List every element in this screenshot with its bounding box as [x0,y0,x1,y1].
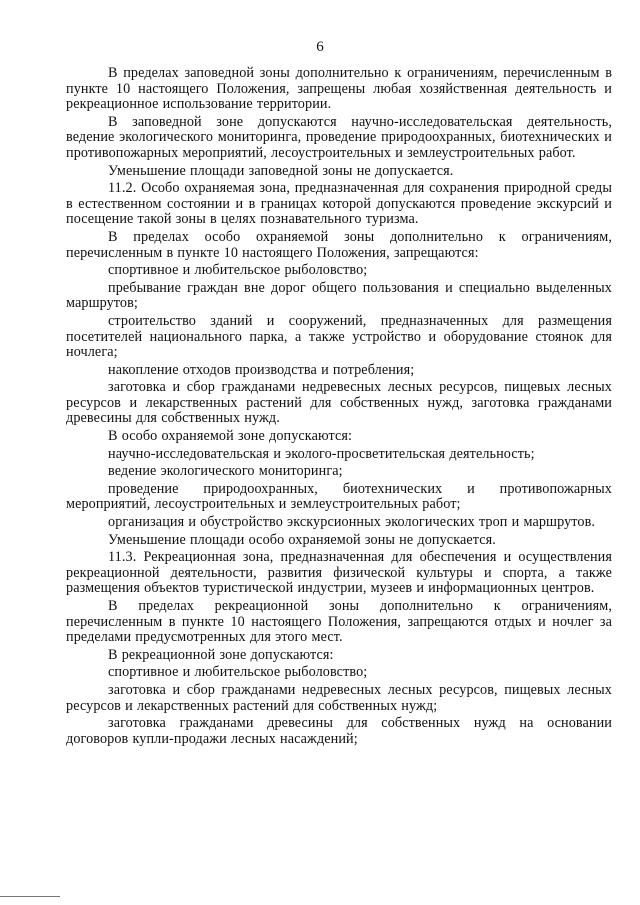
paragraph-recreation-zone-allowed: В рекреационной зоне допускаются: [108,646,334,663]
list-item-waste: накопление отходов производства и потребления; [108,361,415,378]
paragraph-reserved-zone-allowed: В заповедной зоне допускаются научно-исследовательская деятельность, ведение экологического мониторинга, проведение природоохранных, биотехнических и противопожарных мероприятий, лесоустроительных и землеустроительных работ. [66,113,612,161]
list-item-wood-harvesting: заготовка гражданами древесины для собственных нужд на основании договоров купли-продажи лесных насаждений; [66,715,612,747]
paragraph-protected-zone-allowed: В особо охраняемой зоне допускаются: [108,428,353,445]
paragraph-reserved-zone-area: Уменьшение площади заповедной зоны не допускается. [108,162,454,179]
list-item-construction: строительство зданий и сооружений, предназначенных для размещения посетителей национального парка, а также устройство и оборудование стоянок для ночлега; [66,312,612,361]
paragraph-11-2: 11.2. Особо охраняемая зона, предназначенная для сохранения природной среды в естественном состоянии и в границах которой допускаются проведение экскурсий и посещение такой зоны в целях познавательного туризма. [66,180,612,228]
list-item-harvesting: заготовка и сбор гражданами недревесных лесных ресурсов, пищевых лесных ресурсов и лекарственных растений для собственных нужд, заготовка гражданами древесины для собственных нужд. [66,379,612,427]
list-item-monitoring: ведение экологического мониторинга; [108,463,343,480]
document-body [66,66,612,747]
paragraph-recreation-zone-restrictions: В пределах рекреационной зоны дополнительно к ограничениям, перечисленным в пункте 10 настоящего Положения, запрещаются отдых и ночлег за пределами предусмотренных для этого мест. [66,598,612,646]
list-item-off-road-stay: пребывание граждан вне дорог общего пользования и специально выделенных маршрутов; [66,279,612,312]
paragraph-protected-zone-restrictions: В пределах особо охраняемой зоны дополнительно к ограничениям, перечисленным в пункте 10 настоящего Положения, запрещаются: [66,228,612,261]
page-edge-line [0,896,60,897]
page-number: 6 [316,39,324,55]
paragraph-reserved-zone-restrictions: В пределах заповедной зоны дополнительно к ограничениям, перечисленным в пункте 10 настоящего Положения, запрещены любая хозяйственная деятельность и рекреационное использование территории. [66,65,612,113]
list-item-research: научно-исследовательская и эколого-просветительская деятельность; [108,445,535,462]
list-item-fishing: спортивное и любительское рыболовство; [108,262,368,279]
list-item-trails: организация и обустройство экскурсионных экологических троп и маршрутов. [108,514,596,531]
list-item-recreation-harvesting: заготовка и сбор гражданами недревесных лесных ресурсов, пищевых лесных ресурсов и лекарственных растений для собственных нужд; [66,681,612,714]
list-item-protection-measures: проведение природоохранных, биотехнических и противопожарных мероприятий, лесоустроительных и землеустроительных работ; [66,480,612,513]
paragraph-11-3: 11.3. Рекреационная зона, предназначенная для обеспечения и осуществления рекреационной деятельности, развития физической культуры и спорта, а также размещения объектов туристической индустрии, музеев и информационных центров. [66,549,612,597]
paragraph-protected-zone-area: Уменьшение площади особо охраняемой зоны не допускается. [108,531,496,548]
list-item-recreation-fishing: спортивное и любительское рыболовство; [108,664,368,681]
